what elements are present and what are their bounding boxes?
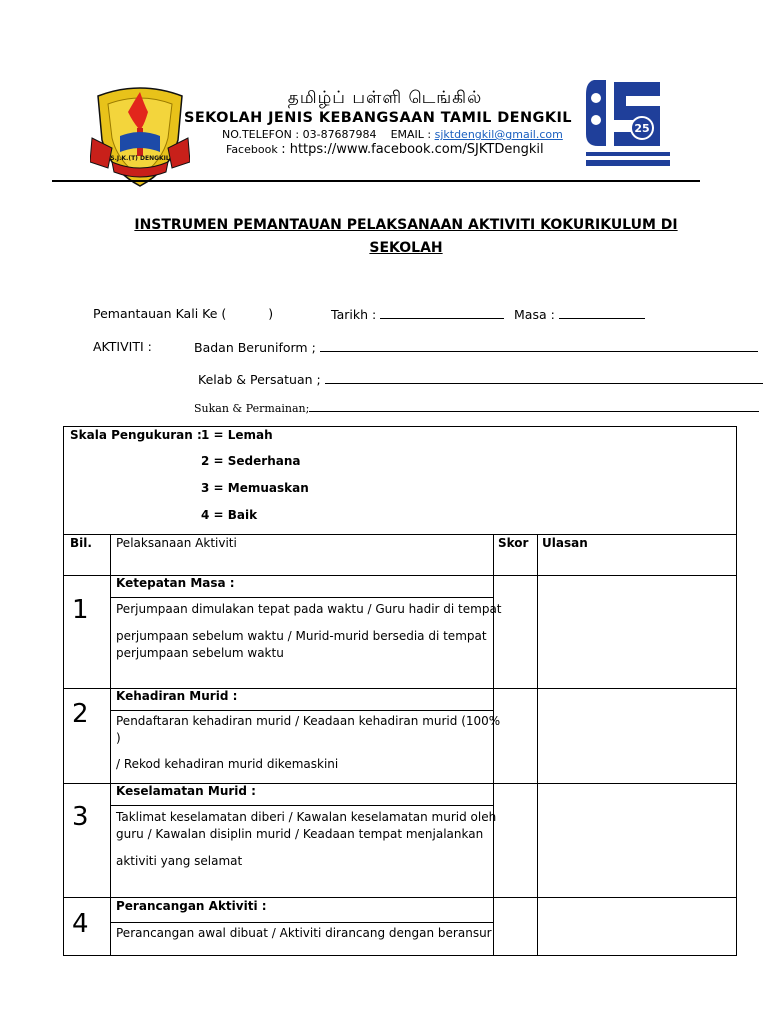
scale-item: 3 = Memuaskan <box>201 481 309 495</box>
kelab-label: Kelab & Persatuan ; <box>198 372 321 387</box>
header-bil: Bil. <box>70 536 92 550</box>
scale-item: 1 = Lemah <box>201 428 273 442</box>
title-underline <box>110 710 493 711</box>
row-number: 4 <box>72 909 89 939</box>
row-number: 3 <box>72 802 89 832</box>
25-years-logo <box>580 72 675 174</box>
row-number: 1 <box>72 595 89 625</box>
row-line: / Rekod kehadiran murid dikemaskini <box>116 757 339 771</box>
tarikh-label: Tarikh : <box>331 307 377 322</box>
facebook-url: : https://www.facebook.com/SJKTDengkil <box>281 142 544 157</box>
row-line: perjumpaan sebelum waktu / Murid-murid bersedia di tempat <box>116 629 487 643</box>
aktiviti-label: AKTIVITI : <box>93 339 152 354</box>
scale-item: 4 = Baik <box>201 508 258 522</box>
badan-label: Badan Beruniform ; <box>194 340 316 355</box>
badge-25: 25 <box>634 122 650 135</box>
tarikh-field[interactable] <box>331 306 504 322</box>
phone: NO.TELEFON : 03-87687984 <box>222 128 377 141</box>
badan-field[interactable] <box>194 339 758 355</box>
badan-blank[interactable] <box>320 339 758 352</box>
tamil-school-name: தமிழ்ப் பள்ளி டெங்கில் <box>287 88 483 108</box>
email-link[interactable]: sjktdengkil@gmail.com <box>434 128 563 141</box>
row-line: perjumpaan sebelum waktu <box>116 646 284 660</box>
col-divider <box>537 534 538 955</box>
header-ulasan: Ulasan <box>542 536 588 550</box>
title-underline <box>110 922 493 923</box>
scale-label: Skala Pengukuran : <box>70 428 202 442</box>
pemantauan-label: Pemantauan Kali Ke ( <box>93 306 227 321</box>
scale-item: 2 = Sederhana <box>201 454 301 468</box>
row-title: Ketepatan Masa : <box>116 576 235 590</box>
row-title: Perancangan Aktiviti : <box>116 899 267 913</box>
title-underline <box>110 597 493 598</box>
title-line-1: INSTRUMEN PEMANTAUAN PELAKSANAAN AKTIVITI KOKURIKULUM DI <box>134 217 678 233</box>
document-title <box>100 214 712 260</box>
row-line: Perancangan awal dibuat / Aktiviti dirancang dengan beransur <box>116 926 492 940</box>
facebook-line <box>226 142 544 157</box>
row-line: guru / Kawalan disiplin murid / Keadaan tempat menjalankan <box>116 827 484 841</box>
crest-text: S.J.K.(T) DENGKIL <box>110 155 170 162</box>
row-line: Taklimat keselamatan diberi / Kawalan keselamatan murid oleh <box>116 810 497 824</box>
sukan-field[interactable] <box>194 401 759 415</box>
title-line-2: SEKOLAH <box>369 240 443 256</box>
pemantauan-field[interactable] <box>93 306 273 321</box>
header-divider <box>52 180 700 182</box>
kelab-field[interactable] <box>198 371 763 387</box>
pemantauan-close: ) <box>268 306 274 321</box>
masa-field[interactable] <box>514 306 645 322</box>
contact-line <box>222 128 563 141</box>
header-skor: Skor <box>498 536 529 550</box>
col-divider <box>110 534 111 955</box>
tarikh-blank[interactable] <box>380 306 504 319</box>
kelab-blank[interactable] <box>325 371 763 384</box>
row-title: Keselamatan Murid : <box>116 784 256 798</box>
masa-label: Masa : <box>514 307 555 322</box>
school-name: SEKOLAH JENIS KEBANGSAAN TAMIL DENGKIL <box>184 110 572 126</box>
row-line: Pendaftaran kehadiran murid / Keadaan kehadiran murid (100% <box>116 714 501 728</box>
row-number: 2 <box>72 699 89 729</box>
row-line: ) <box>116 731 121 745</box>
row-line: Perjumpaan dimulakan tepat pada waktu / Guru hadir di tempat <box>116 602 502 616</box>
evaluation-table <box>63 426 737 956</box>
row-title: Kehadiran Murid : <box>116 689 238 703</box>
header-pelaksanaan: Pelaksanaan Aktiviti <box>116 536 237 550</box>
facebook-label: Facebook <box>226 143 278 156</box>
col-divider <box>493 534 494 955</box>
sukan-label: Sukan & Permainan; <box>194 402 310 415</box>
masa-blank[interactable] <box>559 306 645 319</box>
school-crest-logo <box>90 78 190 190</box>
email-label: EMAIL : <box>390 128 432 141</box>
sukan-blank[interactable] <box>309 401 759 412</box>
row-line: aktiviti yang selamat <box>116 854 243 868</box>
title-underline <box>110 805 493 806</box>
